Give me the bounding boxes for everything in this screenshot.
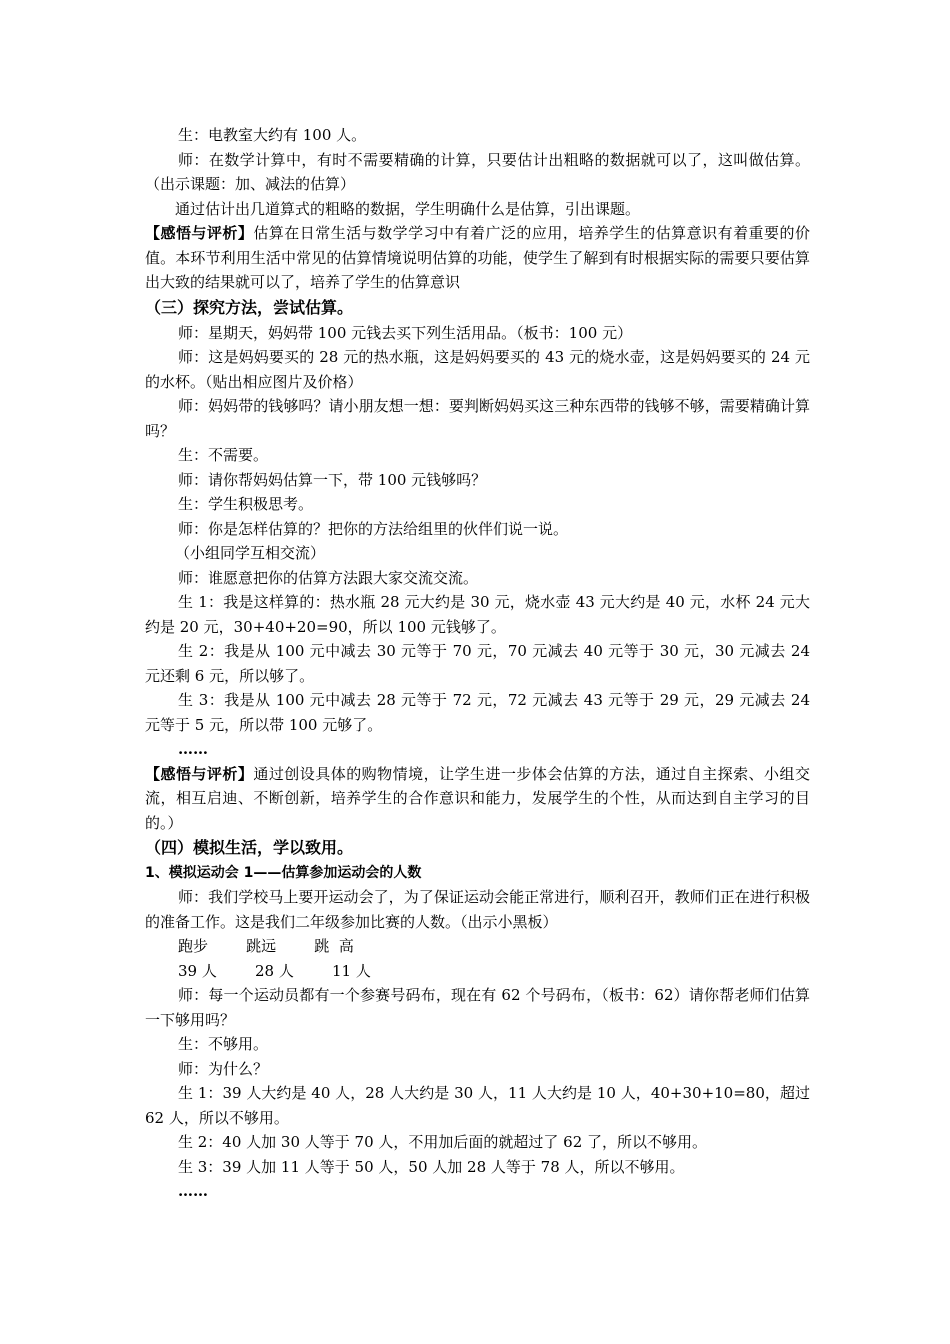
paragraph: 生：不够用。 <box>178 1035 269 1053</box>
paragraph: 师：为什么？ <box>178 1059 269 1078</box>
review-tag: 【感悟与评析】 <box>145 224 254 242</box>
paragraph: 生：学生积极思考。 <box>178 495 314 513</box>
table-value-row: 39 人 28 人 11 人 <box>178 961 371 980</box>
paragraph: 生：不需要。 <box>178 446 269 464</box>
section-heading-4: （四）模拟生活，学以致用。 <box>145 838 354 857</box>
paragraph: 通过估计出几道算式的粗略的数据，学生明确什么是估算，引出课题。 <box>175 199 641 218</box>
paragraph: 生 1：39 人大约是 40 人，28 人大约是 30 人，11 人大约是 10 人，40+30+10=80，超过 62 人，所以不够用。 <box>145 1084 810 1127</box>
paragraph: 师：星期天，妈妈带 100 元钱去买下列生活用品。（板书：100 元） <box>178 323 633 342</box>
subsection-heading: 1、模拟运动会 1——估算参加运动会的人数 <box>145 865 422 881</box>
paragraph: 生 3：39 人加 11 人等于 50 人，50 人加 28 人等于 78 人，所以不够用。 <box>178 1157 685 1176</box>
paragraph: （小组同学互相交流） <box>175 544 326 562</box>
ellipsis: …… <box>178 740 208 758</box>
paragraph: 师：谁愿意把你的估算方法跟大家交流交流。 <box>178 568 479 587</box>
review-paragraph <box>145 221 810 295</box>
document-page <box>145 123 810 1204</box>
paragraph: 师：每一个运动员都有一个参赛号码布，现在有 62 个号码布，（板书：62）请你帮老师们估算一下够用吗？ <box>145 986 810 1029</box>
paragraph: 生 2：我是从 100 元中减去 30 元等于 70 元，70 元减去 40 元等于 30 元，30 元减去 24 元还剩 6 元，所以够了。 <box>145 642 810 685</box>
paragraph: 师：这是妈妈要买的 28 元的热水瓶，这是妈妈要买的 43 元的烧水壶，这是妈妈要买的 24 元的水杯。（贴出相应图片及价格） <box>145 348 810 391</box>
paragraph: 师：你是怎样估算的？把你的方法给组里的伙伴们说一说。 <box>178 519 569 538</box>
paragraph: 师：请你帮妈妈估算一下，带 100 元钱够吗？ <box>178 470 487 489</box>
review-paragraph <box>145 762 810 836</box>
paragraph: 生 1：我是这样算的：热水瓶 28 元大约是 30 元，烧水壶 43 元大约是 40 元，水杯 24 元大约是 20 元，30+40+20=90，所以 100 元钱够了。 <box>145 593 810 636</box>
paragraph: 生 2：40 人加 30 人等于 70 人，不用加后面的就超过了 62 了，所以不够用。 <box>178 1133 708 1151</box>
paragraph: 师：我们学校马上要开运动会了，为了保证运动会能正常进行，顺利召开，教师们正在进行积极的准备工作。这是我们二年级参加比赛的人数。（出示小黑板） <box>145 888 810 931</box>
review-tag: 【感悟与评析】 <box>145 764 254 783</box>
paragraph: 生 3：我是从 100 元中减去 28 元等于 72 元，72 元减去 43 元等于 29 元，29 元减去 24 元等于 5 元，所以带 100 元够了。 <box>145 691 810 734</box>
section-heading-3: （三）探究方法，尝试估算。 <box>145 297 354 317</box>
review-text: 通过创设具体的购物情境，让学生进一步体会估算的方法，通过自主探索、小组交流，相互启迪、不断创新，培养学生的合作意识和能力，发展学生的个性，从而达到自主学习的目的。） <box>145 764 810 832</box>
review-text: 估算在日常生活与数学学习中有着广泛的应用，培养学生的估算意识有着重要的价值。本环节利用生活中常见的估算情境说明估算的功能，使学生了解到有时根据实际的需要只要估算出大致的结果就可以了，培养了学生的估算意识 <box>145 224 810 291</box>
paragraph: 师：在数学计算中，有时不需要精确的计算，只要估计出粗略的数据就可以了，这叫做估算。（出示课题：加、减法的估算） <box>145 150 810 193</box>
paragraph: 生：电教室大约有 100 人。 <box>178 126 367 144</box>
paragraph: 师：妈妈带的钱够吗？请小朋友想一想：要判断妈妈买这三种东西带的钱够不够，需要精确计算吗？ <box>145 397 810 440</box>
table-header-row: 跑步 跳远 跳 高 <box>178 937 354 955</box>
ellipsis: …… <box>178 1182 208 1200</box>
